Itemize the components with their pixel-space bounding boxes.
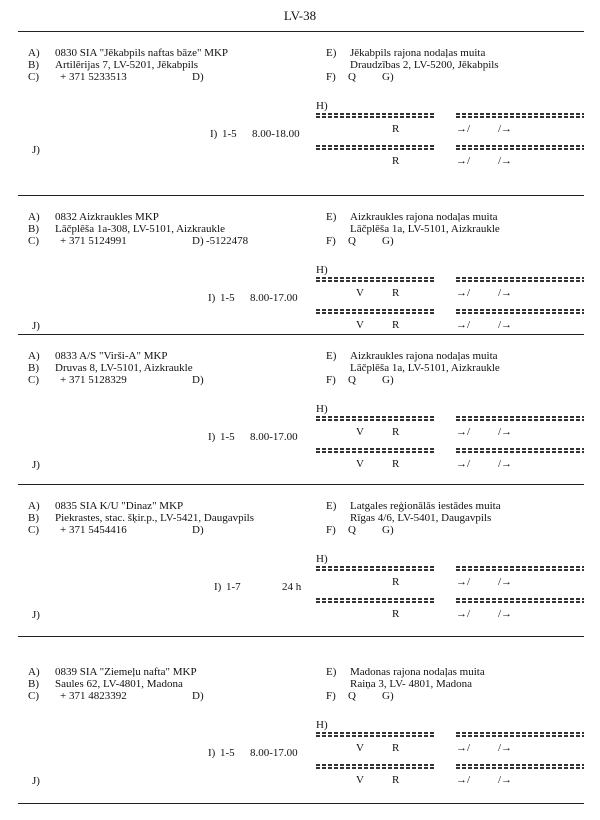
dashed-line [316, 598, 434, 603]
checkpoint-address: Saules 62, LV-4801, Madona [55, 678, 183, 690]
arrow-in: /→ [498, 458, 513, 470]
customs-office: Jēkabpils rajona nodaļas muita [350, 47, 486, 59]
arrow-in: /→ [498, 426, 513, 438]
checkpoint-address: Lāčplēša 1a-308, LV-5101, Aizkraukle [55, 223, 225, 235]
label-f: F) [326, 690, 336, 702]
working-days: 1-5 [222, 128, 237, 140]
dashed-line [316, 566, 434, 571]
code-v: V [356, 426, 364, 438]
customs-address: Draudzības 2, LV-5200, Jēkabpils [350, 59, 499, 71]
label-j: J) [32, 459, 40, 471]
f-value: Q [348, 374, 356, 386]
label-g: G) [382, 374, 394, 386]
separator-line [18, 195, 584, 196]
label-c: C) [28, 524, 39, 536]
working-hours: 8.00-17.00 [250, 431, 298, 443]
label-g: G) [382, 71, 394, 83]
label-f: F) [326, 524, 336, 536]
label-j: J) [32, 144, 40, 156]
code-r: R [392, 458, 400, 470]
dashed-line [456, 764, 584, 769]
code-v: V [356, 287, 364, 299]
label-i: I) [208, 431, 216, 443]
label-f: F) [326, 71, 336, 83]
arrow-in: /→ [498, 774, 513, 786]
dashed-line [456, 598, 584, 603]
label-c: C) [28, 690, 39, 702]
dashed-line [456, 145, 584, 150]
customs-entry [0, 40, 600, 190]
label-b: B) [28, 362, 39, 374]
customs-address: Lāčplēša 1a, LV-5101, Aizkraukle [350, 223, 500, 235]
label-g: G) [382, 524, 394, 536]
checkpoint-phone: + 371 5124991 [60, 235, 127, 247]
label-j: J) [32, 320, 40, 332]
working-hours: 8.00-18.00 [252, 128, 300, 140]
label-c: C) [28, 374, 39, 386]
checkpoint-name: 0833 A/S "Virši-A" MKP [55, 350, 168, 362]
checkpoint-phone: + 371 4823392 [60, 690, 127, 702]
label-c: C) [28, 235, 39, 247]
label-b: B) [28, 59, 39, 71]
label-g: G) [382, 690, 394, 702]
label-d: D) [192, 374, 204, 386]
working-hours: 24 h [282, 581, 302, 593]
dashed-line [316, 145, 434, 150]
working-days: 1-7 [226, 581, 241, 593]
label-e: E) [326, 47, 337, 59]
label-h: H) [316, 403, 328, 415]
checkpoint-phone: + 371 5128329 [60, 374, 127, 386]
separator-line [18, 31, 584, 32]
dashed-line [316, 309, 434, 314]
label-e: E) [326, 350, 337, 362]
label-d: D) [192, 690, 204, 702]
code-r: R [392, 155, 400, 167]
label-e: E) [326, 500, 337, 512]
arrow-in: /→ [498, 576, 513, 588]
label-i: I) [208, 747, 216, 759]
arrow-out: →/ [456, 742, 471, 754]
code-r: R [392, 426, 400, 438]
label-f: F) [326, 374, 336, 386]
label-i: I) [208, 292, 216, 304]
checkpoint-phone: + 371 5454416 [60, 524, 127, 536]
label-h: H) [316, 100, 328, 112]
label-c: C) [28, 71, 39, 83]
checkpoint-address: Druvas 8, LV-5101, Aizkraukle [55, 362, 193, 374]
label-i: I) [210, 128, 218, 140]
dashed-line [456, 416, 584, 421]
arrow-in: /→ [498, 123, 513, 135]
arrow-in: /→ [498, 287, 513, 299]
working-days: 1-5 [220, 431, 235, 443]
checkpoint-name: 0839 SIA "Ziemeļu nafta" MKP [55, 666, 197, 678]
label-d: D) [192, 235, 204, 247]
label-i: I) [214, 581, 222, 593]
working-days: 1-5 [220, 292, 235, 304]
working-hours: 8.00-17.00 [250, 292, 298, 304]
arrow-out: →/ [456, 576, 471, 588]
f-value: Q [348, 235, 356, 247]
customs-office: Aizkraukles rajona nodaļas muita [350, 350, 498, 362]
working-days: 1-5 [220, 747, 235, 759]
customs-entry [0, 343, 600, 493]
code-r: R [392, 319, 400, 331]
label-a: A) [28, 500, 40, 512]
label-j: J) [32, 775, 40, 787]
code-r: R [392, 742, 400, 754]
customs-office: Aizkraukles rajona nodaļas muita [350, 211, 498, 223]
customs-entry [0, 204, 600, 354]
customs-office: Latgales reģionālās iestādes muita [350, 500, 501, 512]
arrow-out: →/ [456, 319, 471, 331]
arrow-in: /→ [498, 742, 513, 754]
label-h: H) [316, 719, 328, 731]
f-value: Q [348, 690, 356, 702]
dashed-line [316, 764, 434, 769]
dashed-line [456, 566, 584, 571]
code-r: R [392, 123, 400, 135]
dashed-line [456, 113, 584, 118]
dashed-line [456, 277, 584, 282]
checkpoint-name: 0835 SIA K/U "Dinaz" MKP [55, 500, 184, 512]
dashed-line [316, 277, 434, 282]
f-value: Q [348, 71, 356, 83]
arrow-out: →/ [456, 774, 471, 786]
dashed-line [456, 309, 584, 314]
label-e: E) [326, 666, 337, 678]
customs-address: Raiņa 3, LV- 4801, Madona [350, 678, 473, 690]
checkpoint-address: Artilērijas 7, LV-5201, Jēkabpils [55, 59, 199, 71]
arrow-out: →/ [456, 287, 471, 299]
arrow-out: →/ [456, 458, 471, 470]
customs-entry [0, 493, 600, 643]
dashed-line [456, 732, 584, 737]
code-r: R [392, 774, 400, 786]
checkpoint-phone: + 371 5233513 [60, 71, 127, 83]
checkpoint-address: Piekrastes, stac. šķir.p., LV-5421, Daugavpils [55, 512, 255, 524]
label-b: B) [28, 512, 39, 524]
customs-office: Madonas rajona nodaļas muita [350, 666, 485, 678]
arrow-out: →/ [456, 426, 471, 438]
code-v: V [356, 319, 364, 331]
code-v: V [356, 774, 364, 786]
label-d: D) [192, 71, 204, 83]
label-a: A) [28, 211, 40, 223]
label-b: B) [28, 678, 39, 690]
dashed-line [316, 416, 434, 421]
label-a: A) [28, 666, 40, 678]
arrow-in: /→ [498, 608, 513, 620]
label-b: B) [28, 223, 39, 235]
dashed-line [316, 732, 434, 737]
code-r: R [392, 287, 400, 299]
arrow-out: →/ [456, 608, 471, 620]
code-v: V [356, 458, 364, 470]
customs-address: Lāčplēša 1a, LV-5101, Aizkraukle [350, 362, 500, 374]
label-d: D) [192, 524, 204, 536]
code-r: R [392, 608, 400, 620]
code-v: V [356, 742, 364, 754]
checkpoint-fax: -5122478 [206, 235, 249, 247]
code-r: R [392, 576, 400, 588]
label-e: E) [326, 211, 337, 223]
dashed-line [316, 448, 434, 453]
working-hours: 8.00-17.00 [250, 747, 298, 759]
page-title: LV-38 [283, 8, 317, 23]
checkpoint-name: 0832 Aizkraukles MKP [55, 211, 159, 223]
label-a: A) [28, 350, 40, 362]
label-a: A) [28, 47, 40, 59]
label-h: H) [316, 553, 328, 565]
customs-entry [0, 659, 600, 809]
f-value: Q [348, 524, 356, 536]
arrow-in: /→ [498, 155, 513, 167]
arrow-out: →/ [456, 123, 471, 135]
arrow-in: /→ [498, 319, 513, 331]
customs-address: Rīgas 4/6, LV-5401, Daugavpils [350, 512, 492, 524]
dashed-line [456, 448, 584, 453]
label-j: J) [32, 609, 40, 621]
label-h: H) [316, 264, 328, 276]
dashed-line [316, 113, 434, 118]
arrow-out: →/ [456, 155, 471, 167]
checkpoint-name: 0830 SIA "Jēkabpils naftas bāze" MKP [55, 47, 229, 59]
label-f: F) [326, 235, 336, 247]
label-g: G) [382, 235, 394, 247]
